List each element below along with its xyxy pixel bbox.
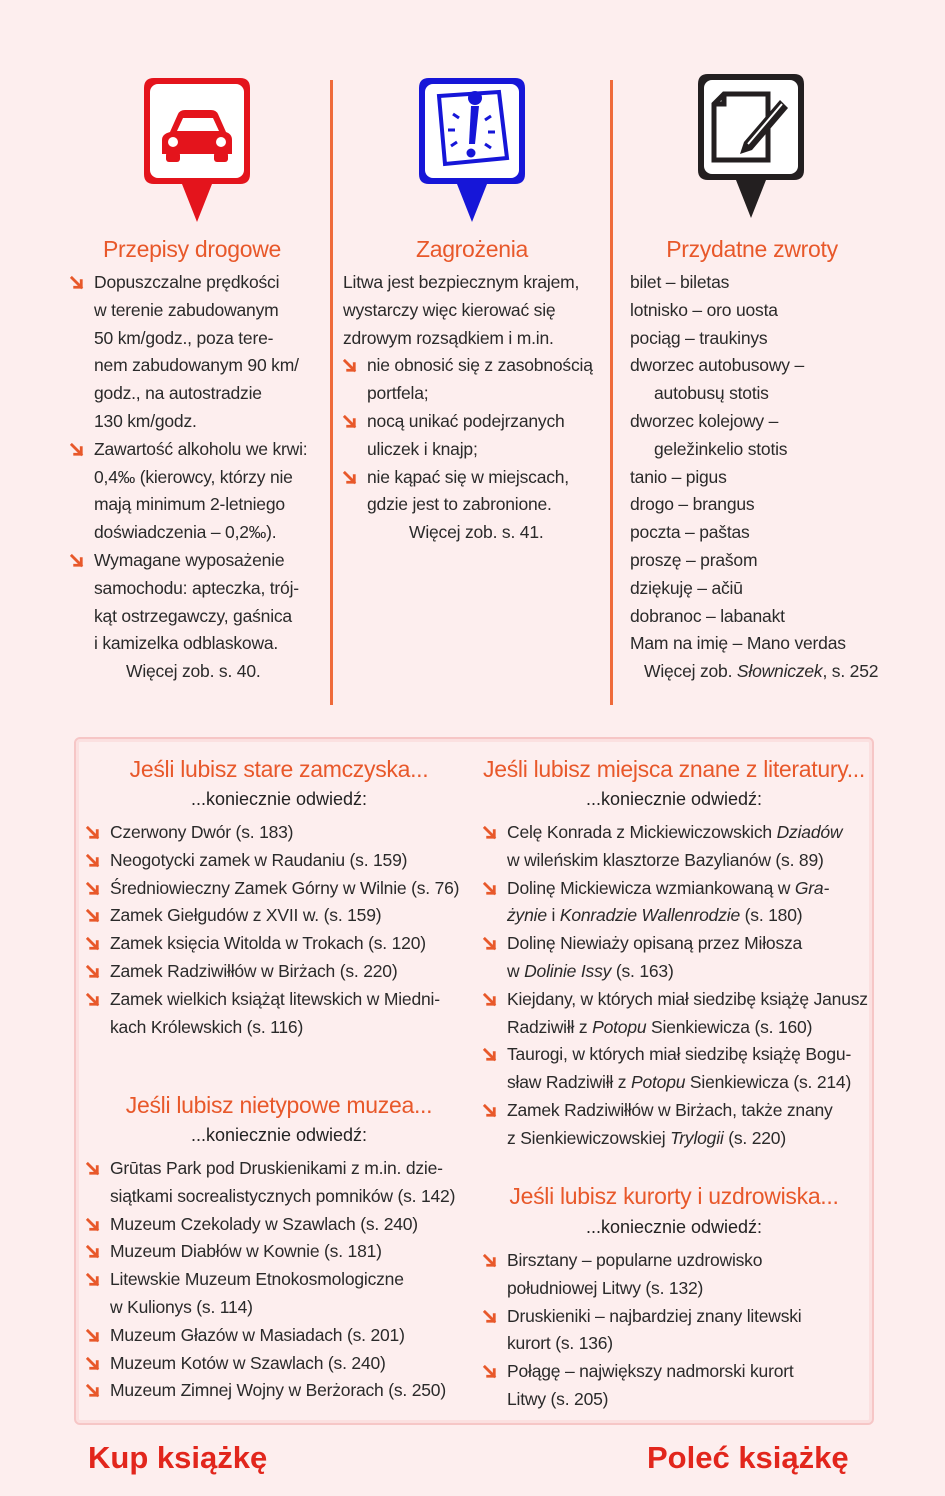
bullet-arrow-icon: [483, 1048, 498, 1063]
bullet-line: Kiejdany, w których miał siedzibę książę Janusz: [507, 988, 868, 1009]
bullet-arrow-icon: [86, 1357, 101, 1372]
column-divider-left: [330, 80, 333, 705]
see-more-text: [630, 658, 930, 686]
museum-item: [86, 1211, 476, 1239]
buy-book-link[interactable]: Kup książkę: [88, 1440, 268, 1475]
road-rule-item: [70, 269, 330, 436]
phrase-line: dziękuję – ačiū: [630, 577, 743, 598]
section-sub-literature: ...koniecznie odwiedź:: [585, 789, 763, 809]
bullet-line: doświadczenia – 0,2‰).: [94, 522, 277, 543]
bullet-line: Neogotycki zamek w Raudaniu (s. 159): [110, 849, 408, 870]
warning-note-pin-icon: [415, 74, 529, 224]
bullet-arrow-icon: [86, 937, 101, 952]
see-more-prefix: Więcej zob.: [644, 661, 737, 682]
bullet-arrow-icon: [86, 882, 101, 897]
bullet-line: Zawartość alkoholu we krwi:: [94, 438, 308, 459]
bullet-arrow-icon: [483, 993, 498, 1008]
dangers-list: [343, 269, 605, 547]
castle-item: [86, 875, 476, 903]
bullet-line: kąt ostrzegawczy, gaśnica: [94, 605, 292, 626]
bullet-line: nem zabudowanym 90 km/: [94, 355, 299, 376]
phrase-continuation: geležinkelio stotis: [654, 438, 788, 459]
bullet-line: Zamek księcia Witolda w Trokach (s. 120): [110, 933, 426, 954]
bullet-line: siątkami socrealistycznych pomników (s. 142): [110, 1185, 456, 1206]
spas-list: [483, 1247, 868, 1414]
column-title-phrases: Przydatne zwroty: [666, 236, 838, 262]
section-title-literature: Jeśli lubisz miejsca znane z literatury...: [483, 756, 865, 782]
bullet-arrow-icon: [483, 882, 498, 897]
bullet-line: Wymagane wyposażenie: [94, 549, 285, 570]
bullet-line: portfela;: [367, 383, 429, 404]
phrase-line: pociąg – traukinys: [630, 327, 768, 348]
museum-item: [86, 1322, 476, 1350]
bullet-line: Połągę – największy nadmorski kurort: [507, 1361, 794, 1382]
phrases-list: [630, 269, 930, 686]
bullet-line: Litwy (s. 205): [507, 1388, 609, 1409]
bullet-line: Dolinę Niewiaży opisaną przez Miłosza: [507, 933, 803, 954]
bullet-line: Grūtas Park pod Druskienikami z m.in. dzie-: [110, 1158, 443, 1178]
bullet-line: Średniowieczny Zamek Górny w Wilnie (s. 76): [110, 877, 460, 898]
phrase-line: proszę – prašom: [630, 549, 758, 570]
bullet-arrow-icon: [343, 359, 358, 374]
bullet-line: mają minimum 2-letniego: [94, 494, 285, 515]
bullet-line: w Kulionys (s. 114): [110, 1296, 253, 1317]
bullet-line: 50 km/godz., poza tere-: [94, 327, 274, 348]
bullet-arrow-icon: [343, 415, 358, 430]
bullet-line: Druskieniki – najbardziej znany litewski: [507, 1305, 802, 1326]
bullet-arrow-icon: [86, 1162, 101, 1177]
literature-item: [483, 986, 868, 1042]
section-title-spas: Jeśli lubisz kurorty i uzdrowiska...: [509, 1183, 839, 1209]
see-more-text: Więcej zob. s. 40.: [126, 661, 261, 682]
bullet-line: Radziwiłł z Potopu Sienkiewicza (s. 160): [507, 1016, 813, 1037]
intro-line: wystarczy więc kierować się: [343, 299, 556, 320]
bullet-line: kurort (s. 136): [507, 1333, 613, 1354]
literature-item: [483, 875, 868, 931]
bullet-line: Zamek wielkich książąt litewskich w Miedni-: [110, 988, 440, 1009]
bullet-arrow-icon: [483, 937, 498, 952]
bullet-arrow-icon: [70, 554, 85, 569]
spa-item: [483, 1247, 868, 1303]
bullet-arrow-icon: [86, 965, 101, 980]
danger-item: [343, 408, 605, 464]
section-sub-spas: ...koniecznie odwiedź:: [585, 1217, 763, 1237]
castle-item: [86, 986, 476, 1042]
bullet-line: 0,4‰ (kierowcy, którzy nie: [94, 466, 293, 487]
bullet-line: w wileńskim klasztorze Bazylianów (s. 89): [507, 849, 824, 870]
bullet-line: Muzeum Zimnej Wojny w Berżorach (s. 250): [110, 1380, 446, 1401]
museums-list: [86, 1155, 476, 1405]
bullet-line: nocą unikać podejrzanych: [367, 410, 565, 431]
bullet-line: Muzeum Głazów w Masiadach (s. 201): [110, 1324, 405, 1345]
bullet-arrow-icon: [86, 1245, 101, 1260]
museum-item: [86, 1377, 476, 1405]
phrase-line: dworzec autobusowy –: [630, 355, 805, 376]
bullet-line: uliczek i knajp;: [367, 438, 478, 459]
bullet-arrow-icon: [86, 909, 101, 924]
recommend-book-link[interactable]: Poleć książkę: [647, 1440, 849, 1475]
road-rules-list: [70, 269, 330, 686]
column-title-dangers: Zagrożenia: [415, 236, 529, 262]
bullet-arrow-icon: [483, 1310, 498, 1325]
bullet-arrow-icon: [343, 471, 358, 486]
bullet-line: kach Królewskich (s. 116): [110, 1016, 304, 1037]
phrase-line: dobranoc – labanakt: [630, 605, 785, 626]
document-pen-pin-icon: [694, 70, 808, 220]
castle-item: [86, 847, 476, 875]
road-rule-item: [70, 547, 330, 658]
bullet-line: Muzeum Kotów w Szawlach (s. 240): [110, 1352, 386, 1373]
bullet-line: Celę Konrada z Mickiewiczowskich Dziadów: [507, 822, 843, 842]
danger-item: [343, 352, 605, 408]
column-title-road-rules: Przepisy drogowe: [102, 236, 281, 262]
bullet-arrow-icon: [86, 826, 101, 841]
section-title-castles: Jeśli lubisz stare zamczyska...: [129, 756, 429, 782]
bullet-arrow-icon: [483, 1104, 498, 1119]
danger-item: [343, 464, 605, 520]
bullet-line: w terenie zabudowanym: [94, 299, 279, 320]
literature-item: [483, 930, 868, 986]
bullet-line: nie obnosić się z zasobnością: [367, 355, 593, 376]
bullet-arrow-icon: [86, 1329, 101, 1344]
bullet-line: południowej Litwy (s. 132): [507, 1277, 704, 1298]
bullet-line: Muzeum Czekolady w Szawlach (s. 240): [110, 1213, 418, 1234]
bullet-arrow-icon: [483, 826, 498, 841]
museum-item: [86, 1266, 476, 1322]
bullet-arrow-icon: [70, 276, 85, 291]
literature-item: [483, 819, 868, 875]
phrase-line: lotnisko – oro uosta: [630, 299, 778, 320]
phrase-line: drogo – brangus: [630, 494, 755, 515]
museum-item: [86, 1238, 476, 1266]
bullet-line: samochodu: apteczka, trój-: [94, 577, 299, 598]
phrase-line: poczta – paštas: [630, 522, 750, 543]
bullet-line: godz., na autostradzie: [94, 383, 262, 404]
bullet-line: sław Radziwiłł z Potopu Sienkiewicza (s. 214): [507, 1072, 852, 1093]
phrase-line: tanio – pigus: [630, 466, 727, 487]
castle-item: [86, 819, 476, 847]
castles-list: [86, 819, 476, 1041]
bullet-line: i kamizelka odblaskowa.: [94, 633, 279, 654]
bullet-arrow-icon: [483, 1254, 498, 1269]
phrase-line: dworzec kolejowy –: [630, 410, 779, 431]
bullet-line: z Sienkiewiczowskiej Trylogii (s. 220): [507, 1127, 786, 1148]
castle-item: [86, 930, 476, 958]
bullet-line: w Dolinie Issy (s. 163): [507, 960, 674, 981]
bullet-arrow-icon: [86, 854, 101, 869]
bullet-arrow-icon: [70, 443, 85, 458]
see-more-italic: Słowniczek: [736, 661, 823, 682]
bullet-line: Taurogi, w których miał siedzibę książę Bogu-: [507, 1044, 852, 1065]
section-sub-castles: ...koniecznie odwiedź:: [190, 789, 368, 809]
bullet-line: Muzeum Diabłów w Kownie (s. 181): [110, 1241, 382, 1262]
bullet-line: 130 km/godz.: [94, 410, 197, 431]
column-divider-right: [610, 80, 613, 705]
literature-list: [483, 819, 868, 1153]
bullet-line: Birsztany – popularne uzdrowisko: [507, 1250, 763, 1270]
bullet-line: Zamek Giełgudów z XVII w. (s. 159): [110, 905, 382, 926]
phrase-continuation: autobusų stotis: [654, 383, 769, 404]
spa-item: [483, 1358, 868, 1414]
bullet-line: nie kąpać się w miejscach,: [367, 466, 569, 487]
bullet-arrow-icon: [86, 993, 101, 1008]
spa-item: [483, 1303, 868, 1359]
road-rule-item: [70, 436, 330, 547]
section-sub-museums: ...koniecznie odwiedź:: [190, 1125, 368, 1145]
castle-item: [86, 902, 476, 930]
see-more-suffix: , s. 252: [822, 661, 879, 682]
bullet-arrow-icon: [483, 1365, 498, 1380]
bullet-arrow-icon: [86, 1273, 101, 1288]
car-pin-icon: [140, 74, 254, 224]
section-title-museums: Jeśli lubisz nietypowe muzea...: [125, 1092, 433, 1118]
bullet-line: gdzie jest to zabronione.: [367, 494, 552, 515]
literature-item: [483, 1097, 868, 1153]
see-more-text: Więcej zob. s. 41.: [409, 522, 544, 543]
literature-item: [483, 1041, 868, 1097]
intro-line: zdrowym rozsądkiem i m.in.: [343, 327, 554, 348]
phrase-line: Mam na imię – Mano verdas: [630, 633, 846, 654]
bullet-line: Czerwony Dwór (s. 183): [110, 822, 294, 842]
museum-item: [86, 1155, 476, 1211]
bullet-line: żynie i Konradzie Wallenrodzie (s. 180): [507, 905, 803, 926]
bullet-line: Dopuszczalne prędkości: [94, 272, 280, 292]
bullet-arrow-icon: [86, 1218, 101, 1233]
bullet-line: Zamek Radziwiłłów w Birżach (s. 220): [110, 960, 398, 981]
bullet-line: Zamek Radziwiłłów w Birżach, także znany: [507, 1099, 833, 1120]
castle-item: [86, 958, 476, 986]
bullet-line: Dolinę Mickiewicza wzmiankowaną w Gra-: [507, 877, 830, 898]
bullet-arrow-icon: [86, 1384, 101, 1399]
bullet-line: Litewskie Muzeum Etnokosmologiczne: [110, 1269, 404, 1290]
museum-item: [86, 1350, 476, 1378]
phrase-line: bilet – biletas: [630, 272, 730, 292]
intro-line: Litwa jest bezpiecznym krajem,: [343, 272, 580, 292]
